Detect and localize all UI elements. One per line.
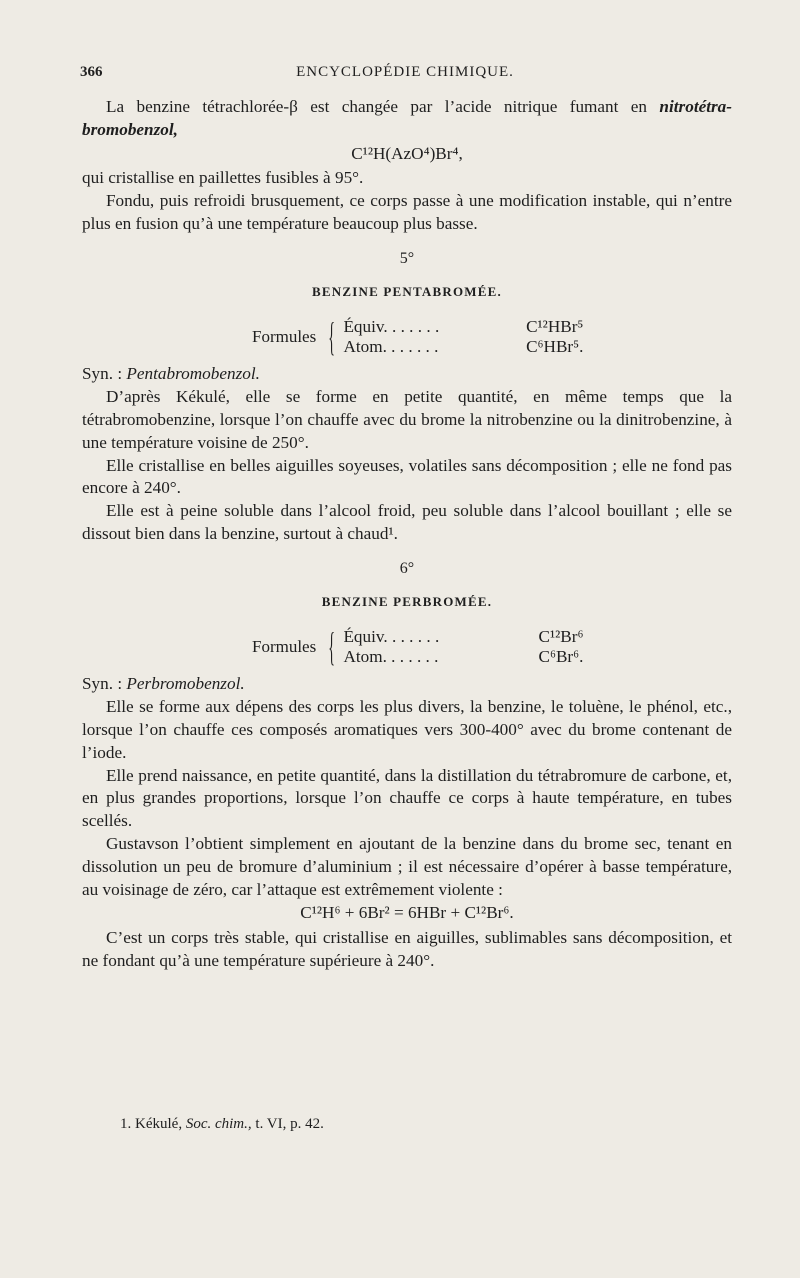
formulas-label: Formules bbox=[252, 636, 317, 656]
intro-text: La benzine tétrachlorée-β est changée par l’acide nitrique fumant en bbox=[106, 97, 648, 116]
running-title: ENCYCLOPÉDIE CHIMIQUE. bbox=[296, 64, 514, 80]
intro-paragraph bbox=[82, 96, 732, 142]
synonym-line: Syn. : Perbromobenzol. bbox=[82, 674, 245, 694]
paragraph: Elle prend naissance, en petite quantité, dans la distillation du tétrabromure de carbone, et, en plus grandes proportions, lorsque l’on chauffe ce corps à haute température, en tubes scellés. bbox=[82, 765, 732, 831]
equation: C¹²H⁶ + 6Br² = 6HBr + C¹²Br⁶. bbox=[300, 903, 514, 923]
compound-name: nitrotétra-bromobenzol, bbox=[82, 97, 732, 139]
paragraph: Elle cristallise en belles aiguilles soyeuses, volatiles sans décomposition ; elle ne fond pas encore à 240°. bbox=[82, 455, 732, 498]
formula-row-equiv: Équiv. . . . . . . C¹²Br⁶ bbox=[343, 627, 584, 647]
section-title: BENZINE PERBROMÉE. bbox=[321, 593, 493, 609]
paragraph: Gustavson l’obtient simplement en ajoutant de la benzine dans du brome sec, tenant en dissolution un peu de bromure d’aluminium ; il est nécessaire d’opérer à basse température, au voisinage de zéro, car l’attaque est extrêmement violente : bbox=[82, 833, 732, 899]
brace: { bbox=[328, 624, 336, 670]
intro-paragraph-2: Fondu, puis refroidi brusquement, ce corps passe à une modification instable, qui n’entre plus en fusion qu’à une température beaucoup plus basse. bbox=[82, 191, 732, 233]
formulas-label: Formules bbox=[252, 326, 317, 346]
formula-row-atom: Atom. . . . . . . C⁶HBr⁵. bbox=[343, 337, 584, 357]
formula-block bbox=[252, 624, 732, 670]
paragraph: Elle se forme aux dépens des corps les plus divers, la benzine, le toluène, le phénol, etc., lorsque l’on chauffe ces composés aromatiques vers 300-400° avec du brome contenant de l’iode. bbox=[82, 697, 732, 762]
paragraph: Elle est à peine soluble dans l’alcool froid, peu soluble dans l’alcool bouillant ; elle se dissout bien dans la benzine, surtout à chaud¹. bbox=[82, 501, 732, 543]
formula-row-atom: Atom. . . . . . . C⁶Br⁶. bbox=[343, 647, 584, 667]
footnote: 1. Kékulé, Soc. chim., t. VI, p. 42. bbox=[120, 1116, 324, 1132]
brace: { bbox=[328, 314, 336, 360]
paragraph: C’est un corps très stable, qui cristallise en aiguilles, sublimables sans décomposition, et ne fondant qu’à une température supérieure à 240°. bbox=[82, 928, 732, 970]
paragraph: D’après Kékulé, elle se forme en petite quantité, en même temps que la tétrabromobenzine, lorsque l’on chauffe avec du brome la nitrobenzine ou la dinitrobenzine, à une température voisine de 250°. bbox=[82, 387, 732, 452]
intro-paragraph-end: qui cristallise en paillettes fusibles à 95°. bbox=[82, 168, 364, 188]
formula-block bbox=[252, 314, 732, 360]
formula: C¹²H(AzO⁴)Br⁴, bbox=[351, 143, 463, 163]
formula-row-equiv: Équiv. . . . . . . C¹²HBr⁵ bbox=[343, 317, 584, 337]
section-number: 5° bbox=[399, 249, 415, 267]
synonym-line: Syn. : Pentabromobenzol. bbox=[82, 364, 260, 384]
formula-rows bbox=[343, 627, 583, 667]
page-number: 366 bbox=[80, 64, 103, 80]
formula-rows bbox=[343, 317, 583, 357]
body-text bbox=[82, 96, 732, 973]
section-title: BENZINE PENTABROMÉE. bbox=[312, 283, 502, 299]
page-header bbox=[80, 64, 730, 88]
section-number: 6° bbox=[399, 559, 415, 577]
